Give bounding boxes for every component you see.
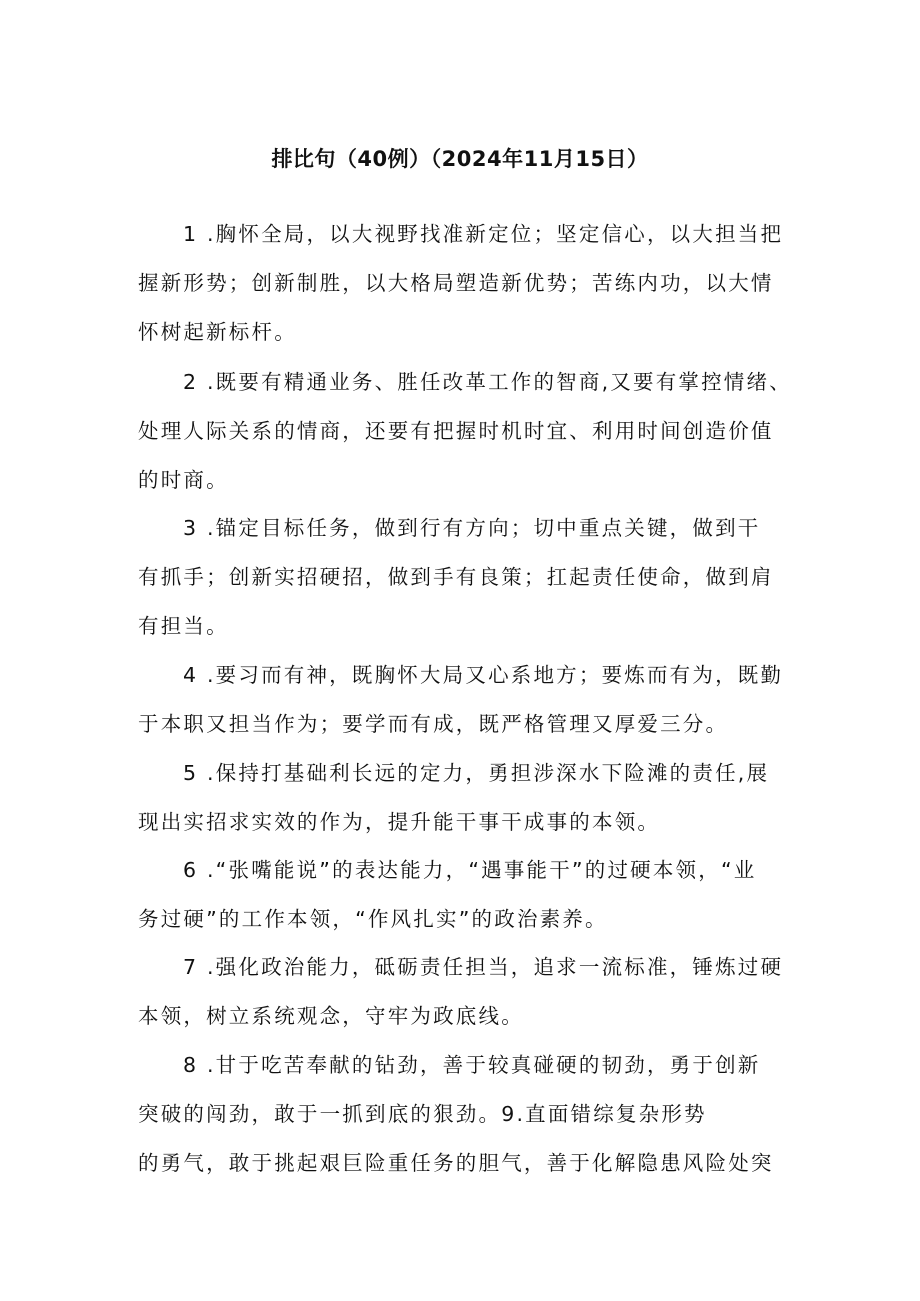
paragraph-line: 处理人际关系的情商，还要有把握时机时宜、利用时间创造价值: [138, 419, 774, 443]
paragraph-line: 7 .强化政治能力，砥砺责任担当，追求一流标准，锤炼过硬: [183, 955, 784, 979]
paragraph-3: [138, 504, 798, 651]
document-title: 排比句（40例）（2024年11月15日）: [271, 147, 649, 171]
paragraph-8: [138, 1041, 798, 1188]
paragraph-line: 突破的闯劲，敢于一抓到底的狠劲。9.直面错综复杂形势: [138, 1102, 707, 1126]
paragraph-5: [138, 749, 798, 847]
paragraph-line: 3 .锚定目标任务，做到行有方向；切中重点关键，做到干: [183, 516, 761, 540]
paragraph-6: [138, 846, 798, 944]
paragraph-7: [138, 943, 798, 1041]
paragraph-line: 握新形势；创新制胜，以大格局塑造新优势；苦练内功，以大情: [138, 271, 774, 295]
paragraph-line: 现出实招求实效的作为，提升能干事干成事的本领。: [138, 810, 661, 834]
paragraph-4: [138, 651, 798, 749]
paragraph-1: [138, 210, 798, 357]
paragraph-line: 4 .要习而有神，既胸怀大局又心系地方；要炼而有为，既勤: [183, 663, 784, 687]
paragraph-line: 本领，树立系统观念，守牢为政底线。: [138, 1004, 524, 1028]
paragraph-line: 2 .既要有精通业务、胜任改革工作的智商,又要有掌控情绪、: [183, 370, 792, 394]
paragraph-2: [138, 358, 798, 505]
paragraph-line: 于本职又担当作为；要学而有成，既严格管理又厚爱三分。: [138, 712, 729, 736]
paragraph-line: 有担当。: [138, 614, 229, 638]
paragraph-line: 5 .保持打基础利长远的定力，勇担涉深水下险滩的责任,展: [183, 761, 770, 785]
paragraph-line: 有抓手；创新实招硬招，做到手有良策；扛起责任使命，做到肩: [138, 565, 774, 589]
paragraph-line: 怀树起新标杆。: [138, 320, 297, 344]
paragraph-line: 1 .胸怀全局，以大视野找准新定位；坚定信心，以大担当把: [183, 222, 784, 246]
paragraph-line: 的时商。: [138, 468, 229, 492]
paragraph-line: 的勇气，敢于挑起艰巨险重任务的胆气，善于化解隐患风险处突: [138, 1151, 774, 1175]
paragraph-line: 务过硬”的工作本领，“作风扎实”的政治素养。: [138, 907, 608, 931]
paragraph-line: 8 .甘于吃苦奉献的钻劲，善于较真碰硬的韧劲，勇于创新: [183, 1053, 761, 1077]
paragraph-line: 6 .“张嘴能说”的表达能力，“遇事能干”的过硬本领，“业: [183, 858, 757, 882]
